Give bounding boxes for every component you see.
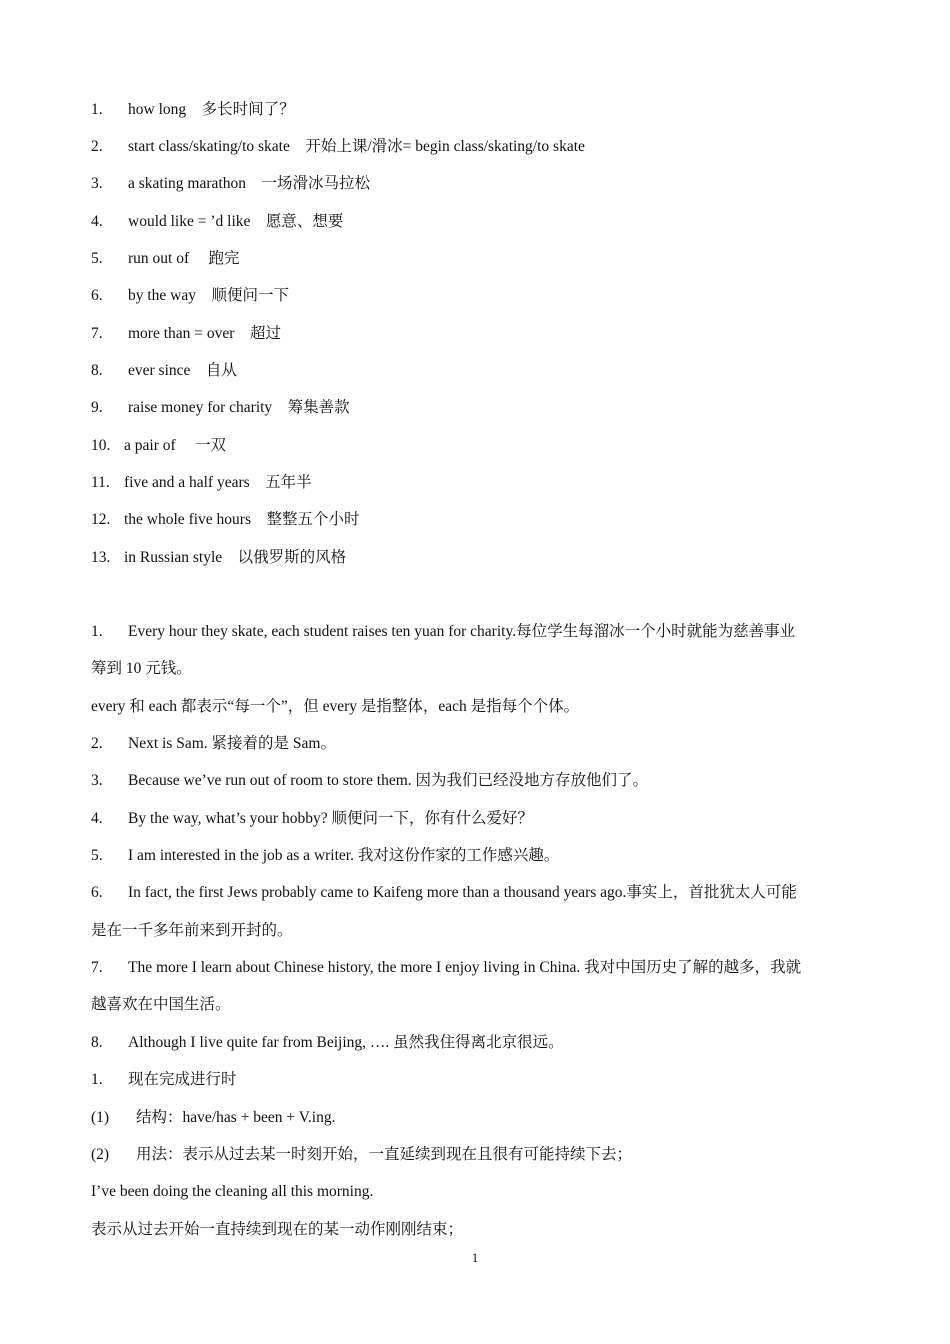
sentence-continuation: 越喜欢在中国生活。 xyxy=(91,996,231,1013)
grammar-usage: (2) 用法：表示从过去某一时刻开始，一直延续到现在且很有可能持续下去； xyxy=(91,1146,633,1163)
grammar-usage-2: 表示从过去开始一直持续到现在的某一动作刚刚结束； xyxy=(91,1221,464,1238)
grammar-heading: 1. 现在完成进行时 xyxy=(91,1071,237,1088)
sentence-item: 5. I am interested in the job as a writer. 我对这份作家的工作感兴趣。 xyxy=(91,847,560,864)
vocab-item: 4. would like = ’d like 愿意、想要 xyxy=(91,213,344,230)
vocab-item: 12. the whole five hours 整整五个小时 xyxy=(91,511,360,528)
vocab-item: 3. a skating marathon 一场滑冰马拉松 xyxy=(91,175,370,192)
vocab-item: 2. start class/skating/to skate 开始上课/滑冰= begin class/skating/to skate xyxy=(91,138,585,155)
sentence-item: 1. Every hour they skate, each student raises ten yuan for charity.每位学生每溜冰一个小时就能为慈善事业 xyxy=(91,623,796,640)
sentence-item: 8. Although I live quite far from Beijing, …. 虽然我住得离北京很远。 xyxy=(91,1034,564,1051)
page-number: 1 xyxy=(471,1250,479,1265)
vocab-item: 13. in Russian style 以俄罗斯的风格 xyxy=(91,549,347,566)
sentence-item: 2. Next is Sam. 紧接着的是 Sam。 xyxy=(91,735,336,752)
sentence-continuation: 是在一千多年前来到开封的。 xyxy=(91,922,293,939)
sentence-item: 6. In fact, the first Jews probably came to Kaifeng more than a thousand years ago.事实上，首批犹太人可能 xyxy=(91,884,797,901)
grammar-example: I’ve been doing the cleaning all this morning. xyxy=(91,1183,374,1200)
vocab-item: 11. five and a half years 五年半 xyxy=(91,474,312,491)
sentence-continuation: 筹到 10 元钱。 xyxy=(91,660,192,677)
vocab-item: 6. by the way 顺便问一下 xyxy=(91,287,290,304)
vocab-item: 9. raise money for charity 筹集善款 xyxy=(91,399,350,416)
sentence-item: 7. The more I learn about Chinese history, the more I enjoy living in China. 我对中国历史了解的越多，我就 xyxy=(91,959,802,976)
grammar-structure: (1) 结构：have/has + been + V.ing. xyxy=(91,1109,336,1126)
sentence-item: 4. By the way, what’s your hobby? 顺便问一下，你有什么爱好？ xyxy=(91,810,533,827)
vocab-item: 7. more than = over 超过 xyxy=(91,325,281,342)
usage-note: every 和 each 都表示“每一个”，但 every 是指整体，each 是指每个个体。 xyxy=(91,698,580,715)
vocab-item: 10. a pair of 一双 xyxy=(91,437,227,454)
vocab-item: 5. run out of 跑完 xyxy=(91,250,240,267)
vocab-item: 1. how long 多长时间了？ xyxy=(91,101,295,118)
vocab-item: 8. ever since 自从 xyxy=(91,362,237,379)
sentence-item: 3. Because we’ve run out of room to store them. 因为我们已经没地方存放他们了。 xyxy=(91,772,649,789)
